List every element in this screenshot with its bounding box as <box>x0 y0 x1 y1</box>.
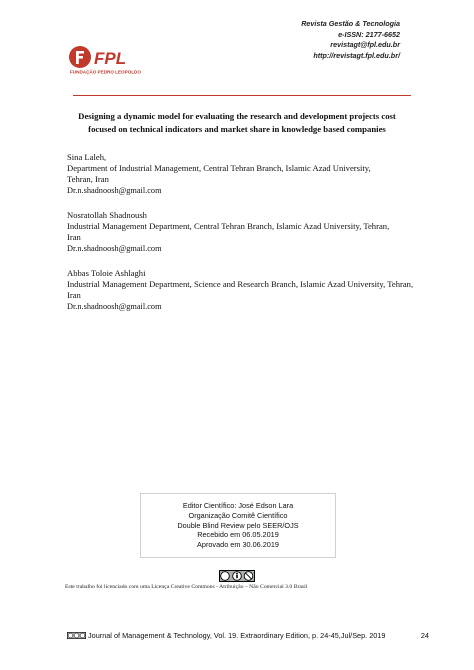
author-affiliation: Department of Industrial Management, Central Tehran Branch, Islamic Azad University, <box>67 163 371 173</box>
journal-info <box>301 19 400 61</box>
author-email[interactable]: Dr.n.shadnoosh@gmail.com <box>67 244 162 253</box>
page-footer <box>67 631 429 642</box>
author-block <box>67 268 447 312</box>
editor-line: Double Blind Review pelo SEER/OJS <box>177 520 299 530</box>
logo-text: FPL <box>94 49 127 68</box>
editor-line: Recebido em 06.05.2019 <box>197 530 279 540</box>
author-name: Sina Laleh, <box>67 152 107 162</box>
author-block <box>67 210 447 254</box>
creative-commons-badge-icon[interactable] <box>219 570 255 582</box>
author-affiliation: Tehran, Iran <box>67 174 109 184</box>
footer-journal-citation: Journal of Management & Technology, Vol. 19. Extraordinary Edition, p. 24-45,Jul/Sep. 2019 <box>88 631 386 640</box>
author-name: Abbas Toloie Ashlaghi <box>67 268 146 278</box>
paper-title <box>60 110 414 135</box>
author-affiliation: Iran <box>67 290 81 300</box>
author-email[interactable]: Dr.n.shadnoosh@gmail.com <box>67 186 162 195</box>
editor-info-box <box>140 493 336 558</box>
license-text: Este trabalho foi licenciado com uma Licença Creative Commons - Atribuição – Não Comercial 3.0 Brasil <box>65 584 308 590</box>
editor-line: Organização Comitê Científico <box>188 510 288 520</box>
fpl-logo <box>68 45 150 75</box>
editor-line: Aprovado em 30.06.2019 <box>197 540 279 550</box>
journal-eissn: e-ISSN: 2177-6652 <box>338 29 400 39</box>
cc-by-nc-icon <box>67 632 86 639</box>
author-name: Nosratollah Shadnoush <box>67 210 147 220</box>
author-affiliation: Iran <box>67 232 81 242</box>
editor-line: Editor Científico: José Edson Lara <box>182 501 294 510</box>
author-affiliation: Industrial Management Department, Central Tehran Branch, Islamic Azad University, Tehran, <box>67 221 390 231</box>
journal-email[interactable]: revistagt@fpl.edu.br <box>330 40 400 49</box>
journal-url[interactable]: http://revistagt.fpl.edu.br/ <box>313 50 400 60</box>
author-affiliation: Industrial Management Department, Science and Research Branch, Islamic Azad University, Tehran, <box>67 279 414 289</box>
title-line-2: focused on technical indicators and market share in knowledge based companies <box>88 123 386 134</box>
author-email[interactable]: Dr.n.shadnoosh@gmail.com <box>67 302 162 311</box>
author-list <box>67 152 447 326</box>
header-divider <box>73 95 411 96</box>
title-line-1: Designing a dynamic model for evaluating the research and development projects cost <box>78 111 396 121</box>
journal-name: Revista Gestão & Tecnologia <box>301 19 400 28</box>
author-block <box>67 152 447 196</box>
logo-subtext: FUNDAÇÃO PEDRO LEOPOLDO <box>70 69 141 75</box>
page-number: 24 <box>420 631 429 640</box>
